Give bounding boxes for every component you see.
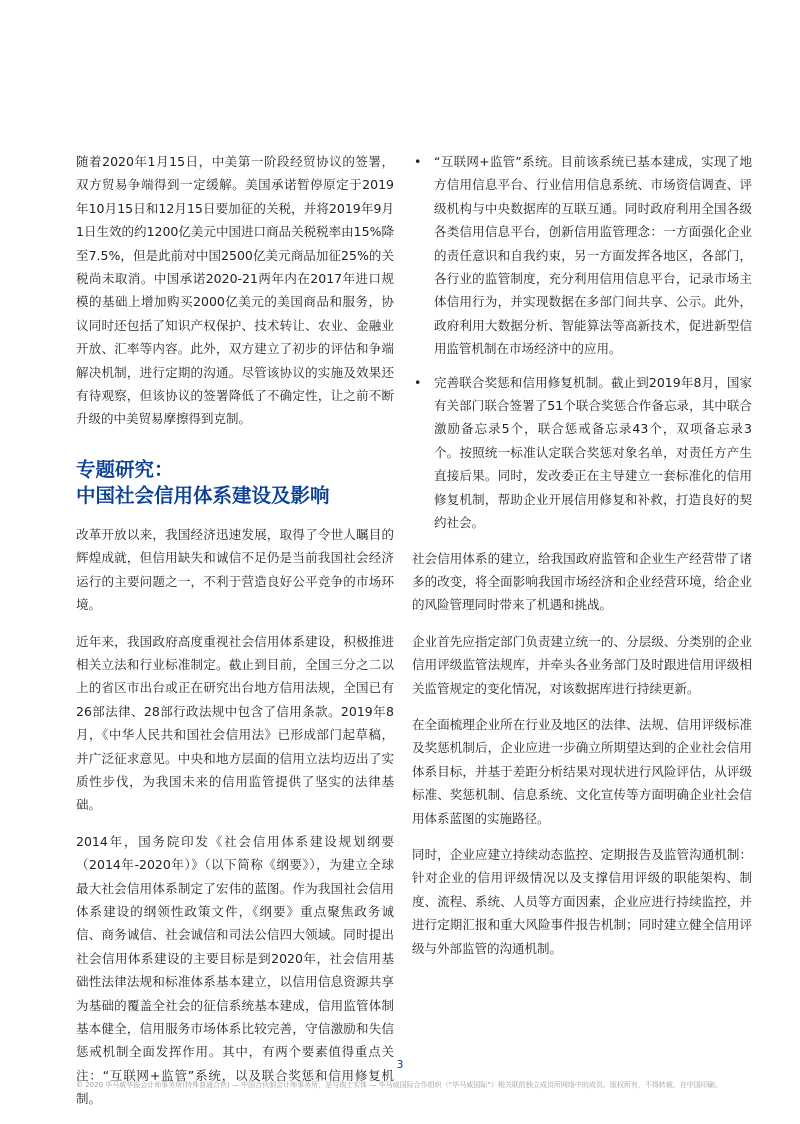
right-paragraph-3: 在全面梳理企业所在行业及地区的法律、法规、信用评级标准及奖惩机制后，企业应进一步确立所期望达到的企业社会信用体系目标，并基于差距分析结果对现状进行风险评估，从评级标准、奖惩机制、信息系统、文化宣传等方面明确企业社会信用体系蓝图的实施路径。 bbox=[412, 716, 752, 826]
page-number: 3 bbox=[396, 1058, 404, 1071]
right-paragraph-4: 同时，企业应建立持续动态监控、定期报告及监管沟通机制：针对企业的信用评级情况以及支撑信用评级的职能架构、制度、流程、系统、人员等方面因素，企业应进行持续监控，并进行定期汇报和重大风险事件报告机制；同时建立健全信用评级与外部监管的沟通机制。 bbox=[412, 846, 752, 956]
section-title bbox=[76, 457, 394, 509]
body-paragraph-1: 改革开放以来，我国经济迅速发展，取得了令世人瞩目的辉煌成就，但信用缺失和诚信不足仍是当前我国社会经济运行的主要问题之一，不利于营造良好公平竞争的市场环境。 bbox=[76, 526, 394, 613]
bullet-text: 完善联合奖惩和信用修复机制。截止到2019年8月，国家有关部门联合签署了51个联合奖惩合作备忘录，其中联合激励备忘录5个，联合惩戒备忘录43个，双项备忘录3个。按照统一标准认定联合奖惩对象名单，对责任方产生直接后果。同时，发改委正在主导建立一套标准化的信用修复机制，帮助企业开展信用修复和补救，打造良好的契约社会。 bbox=[434, 374, 752, 531]
bullet-dot-icon: • bbox=[414, 374, 422, 390]
footer-copyright: © 2020 毕马威华振会计师事务所(特殊普通合伙) — 中国合伙制会计师事务所，是与瑞士实体 — 毕马威国际合作组织（“毕马威国际”）相关联的独立成员所网络中的成员。版权所有，不得转载。在中国印刷。 bbox=[76, 1081, 722, 1089]
intro-paragraph: 随着2020年1月15日，中美第一阶段经贸协议的签署，双方贸易争端得到一定缓解。美国承诺暂停原定于2019年10月15日和12月15日要加征的关税，并将2019年9月1日生效的约1200亿美元中国进口商品关税税率由15%降至7.5%，但是此前对中国2500亿美元商品加征25%的关税尚未取消。中国承诺2020-21两年内在2017年进口规模的基础上增加购买2000亿美元的美国商品和服务，协议同时还包括了知识产权保护、技术转让、农业、金融业开放、汇率等内容。此外，双方建立了初步的评估和争端解决机制，进行定期的沟通。尽管该协议的实施及效果还有待观察，但该协议的签署降低了不确定性，让之前不断升级的中美贸易摩擦得到克制。 bbox=[76, 154, 394, 427]
bullet-list bbox=[412, 150, 752, 535]
bullet-text: “互联网+监管”系统。目前该系统已基本建成，实现了地方信用信息平台、行业信用信息系统、市场资信调查、评级机构与中央数据库的互联互通。同时政府利用全国各级各类信用信息平台，创新信用监管理念：一方面强化企业的责任意识和自我约束，另一方面发挥各地区，各部门，各行业的监管制度，充分利用信用信息平台，记录市场主体信用行为，并实现数据在多部门间共享、公示。此外，政府利用大数据分析、智能算法等高新技术，促进新型信用监管机制在市场经济中的应用。 bbox=[434, 154, 752, 357]
section-title-line1: 专题研究： bbox=[76, 457, 174, 481]
bullet-dot-icon: • bbox=[414, 154, 422, 169]
body-paragraph-2: 近年来，我国政府高度重视社会信用体系建设，积极推进相关立法和行业标准制定。截止到目前，全国三分之二以上的省区市出台或正在研究出台地方信用法规，全国已有26部法律、28部行政法规中包含了信用条款。2019年8月，《中华人民共和国社会信用法》已形成部门起草稿，并广泛征求意见。中央和地方层面的信用立法均迈出了实质性步伐，为我国未来的信用监管提供了坚实的法律基础。 bbox=[76, 633, 394, 813]
right-paragraph-2: 企业首先应指定部门负责建立统一的、分层级、分类别的企业信用评级监管法规库，并牵头各业务部门及时跟进信用评级相关监管规定的变化情况，对该数据库进行持续更新。 bbox=[412, 633, 752, 696]
body-paragraph-3: 2014年，国务院印发《社会信用体系建设规划纲要（2014年-2020年）》（以下简称《纲要》），为建立全球最大社会信用体系制定了宏伟的蓝图。作为我国社会信用体系建设的纲领性政策文件，《纲要》重点聚焦政务诚信、商务诚信、社会诚信和司法公信四大领域。同时提出社会信用体系建设的主要目标是到2020年，社会信用基础性法律法规和标准体系基本建立，以信用信息资源共享为基础的覆盖全社会的征信系统基本建成，信用监管体制基本健全，信用服务市场体系比较完善，守信激励和失信惩戒机制全面发挥作用。其中，有两个要素值得重点关注：“互联网+监管”系统，以及联合奖惩和信用修复机制。 bbox=[76, 833, 394, 1107]
left-column bbox=[76, 150, 394, 1124]
section-title-line2: 中国社会信用体系建设及影响 bbox=[76, 483, 330, 507]
right-column bbox=[412, 150, 752, 973]
bullet-item-internet-plus bbox=[412, 150, 752, 361]
bullet-item-joint-rewards bbox=[412, 371, 752, 535]
right-paragraph-1: 社会信用体系的建立，给我国政府监管和企业生产经营带了诸多的改变，将全面影响我国市场经济和企业经营环境，给企业的风险管理同时带来了机遇和挑战。 bbox=[412, 550, 752, 613]
